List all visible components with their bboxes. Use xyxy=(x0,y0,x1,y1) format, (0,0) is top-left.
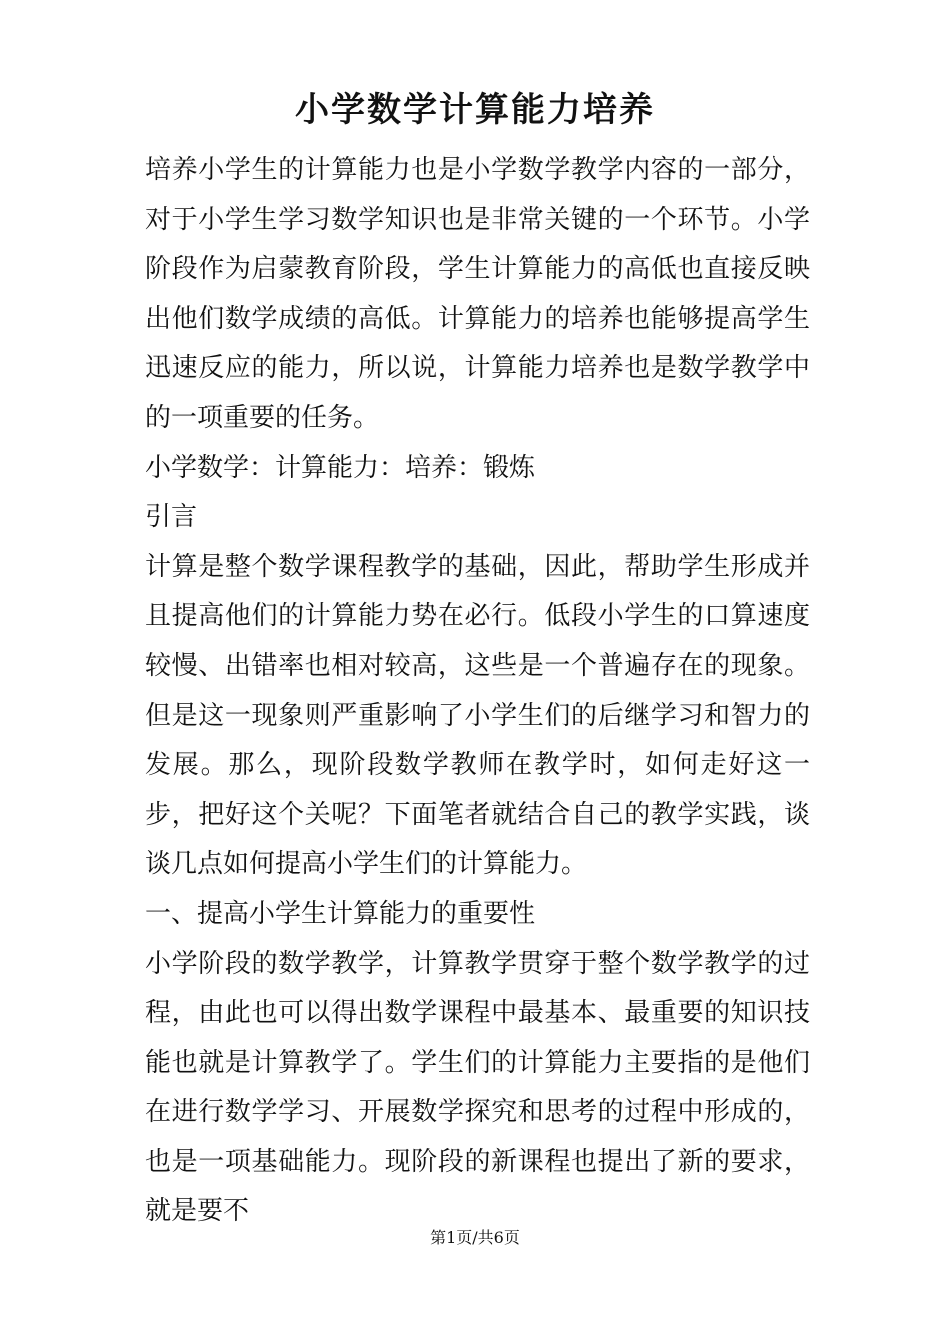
page-number-footer: 第1页/共6页 xyxy=(430,1228,520,1247)
abstract-paragraph: 培养小学生的计算能力也是小学数学教学内容的一部分，对于小学生学习数学知识也是非常关键的一个环节。小学阶段作为启蒙教育阶段，学生计算能力的高低也直接反映出他们数学成绩的高低。计算能力的培养也能够提高学生迅速反应的能力，所以说，计算能力培养也是数学教学中的一项重要的任务。 xyxy=(145,155,810,433)
keywords-line: 小学数学：计算能力：培养：锻炼 xyxy=(145,452,536,483)
document-title: 小学数学计算能力培养 xyxy=(295,90,655,130)
section-heading-importance: 一、提高小学生计算能力的重要性 xyxy=(145,898,536,929)
importance-paragraph: 小学阶段的数学教学，计算教学贯穿于整个数学教学的过程，由此也可以得出数学课程中最基本、最重要的知识技能也就是计算教学了。学生们的计算能力主要指的是他们在进行数学学习、开展数学探究和思考的过程中形成的，也是一项基础能力。现阶段的新课程也提出了新的要求，就是要不 xyxy=(145,948,810,1227)
introduction-paragraph: 计算是整个数学课程教学的基础，因此，帮助学生形成并且提高他们的计算能力势在必行。低段小学生的口算速度较慢、出错率也相对较高，这些是一个普遍存在的现象。但是这一现象则严重影响了小学生们的后继学习和智力的发展。那么，现阶段数学教师在教学时，如何走好这一步，把好这个关呢？下面笔者就结合自己的教学实践，谈谈几点如何提高小学生们的计算能力。 xyxy=(145,551,810,880)
document-body xyxy=(145,146,810,1237)
section-heading-introduction: 引言 xyxy=(145,502,198,533)
